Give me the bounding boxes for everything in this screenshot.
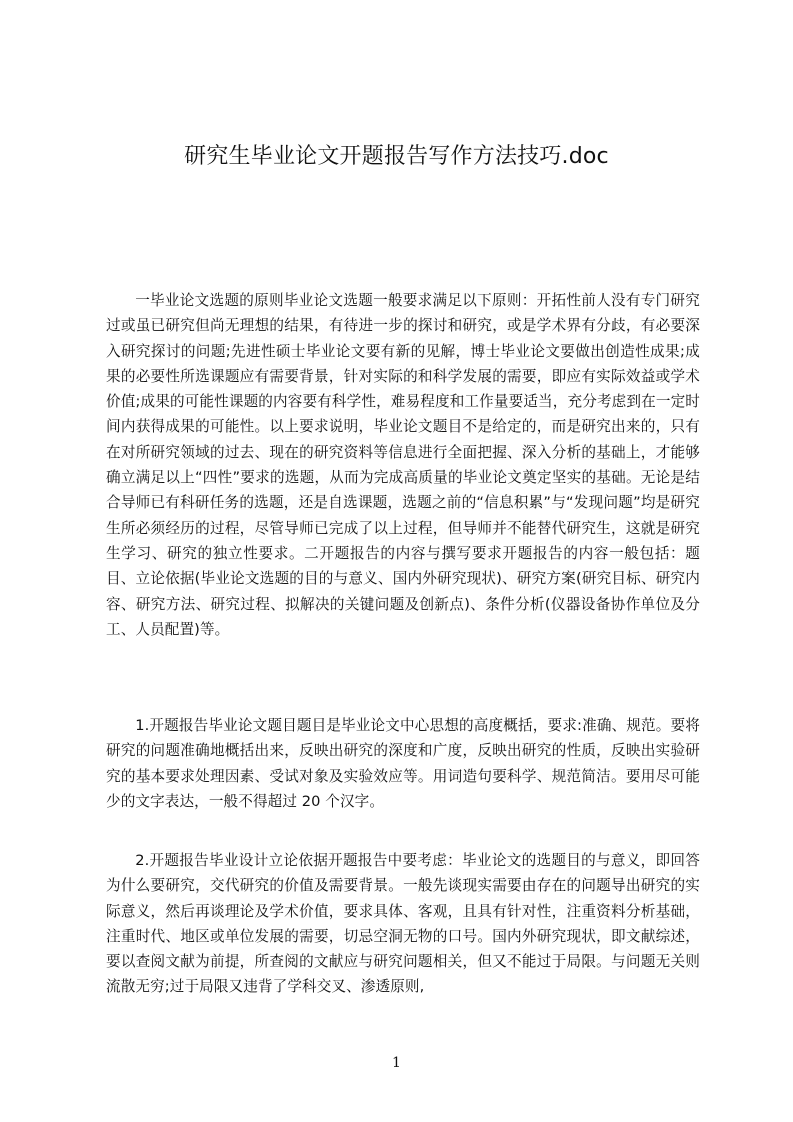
document-title: 研究生毕业论文开题报告写作方法技巧.doc <box>184 144 609 169</box>
page-number: 1 <box>392 1055 401 1071</box>
paragraph-3: 2.开题报告毕业设计立论依据开题报告中要考虑：毕业论文的选题目的与意义，即回答为什么要研究，交代研究的价值及需要背景。一般先谈现实需要由存在的问题导出研究的实际意义，然后再谈理论及学术价值，要求具体、客观，且具有针对性，注重资料分析基础，注重时代、地区或单位发展的需要，切忌空洞无物的口号。国内外研究现状，即文献综述，要以查阅文献为前提，所查阅的文献应与研究问题相关，但又不能过于局限。与问题无关则流散无穷;过于局限又违背了学科交叉、渗透原则, <box>106 852 700 996</box>
paragraph-1: 一毕业论文选题的原则毕业论文选题一般要求满足以下原则：开拓性前人没有专门研究过或虽已研究但尚无理想的结果，有待进一步的探讨和研究，或是学术界有分歧，有必要深入研究探讨的问题;先进性硕士毕业论文要有新的见解，博士毕业论文要做出创造性成果;成果的必要性所选课题应有需要背景，针对实际的和科学发展的需要，即应有实际效益或学术价值;成果的可能性课题的内容要有科学性，难易程度和工作量要适当，充分考虑到在一定时间内获得成果的可能性。以上要求说明，毕业论文题目不是给定的，而是研究出来的，只有在对所研究领域的过去、现在的研究资料等信息进行全面把握、深入分析的基础上，才能够确立满足以上“四性”要求的选题，从而为完成高质量的毕业论文奠定坚实的基础。无论是结合导师已有科研任务的选题，还是自选课题，选题之前的“信息积累”与“发现问题”均是研究生所必须经历的过程，尽管导师已完成了以上过程，但导师并不能替代研究生，这就是研究生学习、研究的独立性要求。二开题报告的内容与撰写要求开题报告的内容一般包括：题目、立论依据(毕业论文选题的目的与意义、国内外研究现状)、研究方案(研究目标、研究内容、研究方法、研究过程、拟解决的关键问题及创新点)、条件分析(仪器设备协作单位及分工、人员配置)等。 <box>106 292 700 638</box>
paragraph-2: 1.开题报告毕业论文题目题目是毕业论文中心思想的高度概括，要求:准确、规范。要将研究的问题准确地概括出来，反映出研究的深度和广度，反映出研究的性质，反映出实验研究的基本要求处理因素、受试对象及实验效应等。用词造句要科学、规范简洁。要用尽可能少的文字表达，一般不得超过 20 个汉字。 <box>106 717 700 810</box>
